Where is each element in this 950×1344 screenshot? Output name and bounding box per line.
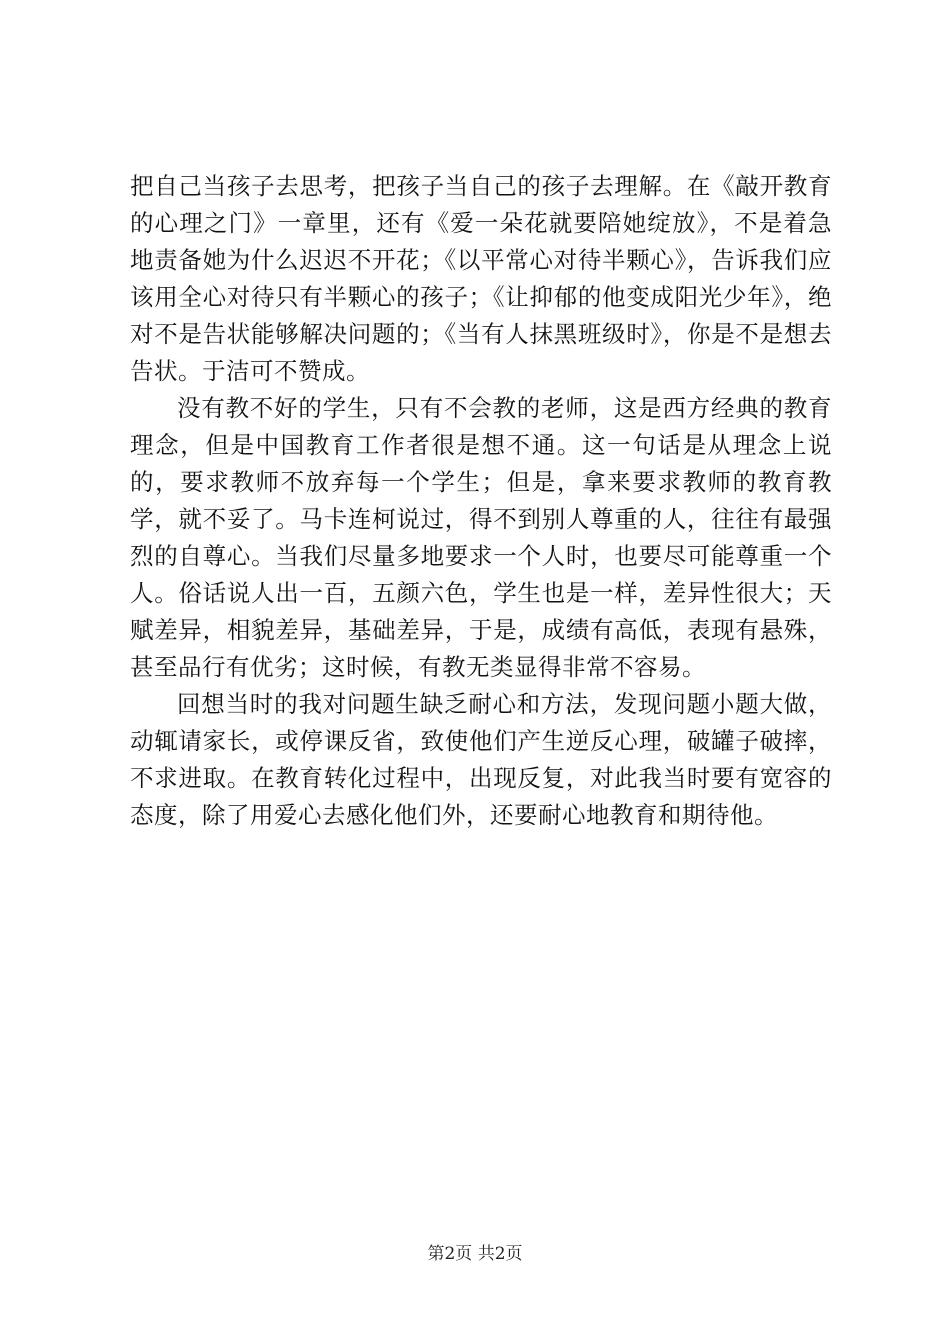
document-body	[130, 168, 832, 834]
paragraph-2: 没有教不好的学生，只有不会教的老师，这是西方经典的教育理念，但是中国教育工作者很是想不通。这一句话是从理念上说的，要求教师不放弃每一个学生；但是，拿来要求教师的教育教学，就不妥了。马卡连柯说过，得不到别人尊重的人，往往有最强烈的自尊心。当我们尽量多地要求一个人时，也要尽可能尊重一个人。俗话说人出一百，五颜六色，学生也是一样，差异性很大；天赋差异，相貌差异，基础差异，于是，成绩有高低，表现有悬殊，甚至品行有优劣；这时候，有教无类显得非常不容易。	[130, 394, 832, 681]
paragraph-3: 回想当时的我对问题生缺乏耐心和方法，发现问题小题大做，动辄请家长，或停课反省，致使他们产生逆反心理，破罐子破摔，不求进取。在教育转化过程中，出现反复，对此我当时要有宽容的态度，除了用爱心去感化他们外，还要耐心地教育和期待他。	[130, 690, 832, 829]
paragraph-1: 把自己当孩子去思考，把孩子当自己的孩子去理解。在《敲开教育的心理之门》一章里，还有《爱一朵花就要陪她绽放》，不是着急地责备她为什么迟迟不开花；《以平常心对待半颗心》，告诉我们应该用全心对待只有半颗心的孩子；《让抑郁的他变成阳光少年》，绝对不是告状能够解决问题的；《当有人抹黑班级时》，你是不是想去告状。于洁可不赞成。	[130, 172, 832, 385]
page-footer: 第2页 共2页	[427, 1244, 523, 1264]
